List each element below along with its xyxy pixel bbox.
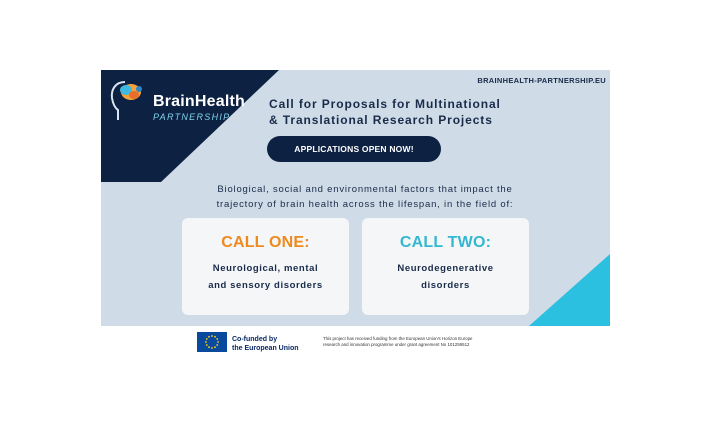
call-two-line-2: disorders [421, 280, 470, 291]
footer [101, 326, 610, 358]
applications-open-button[interactable]: APPLICATIONS OPEN NOW! [267, 136, 441, 162]
call-one-line-1: Neurological, mental [212, 263, 319, 274]
legal-line-2: research and innovation programme under grant agreement No 101259512 [323, 342, 470, 347]
banner [101, 70, 610, 326]
legal-line-1: This project has received funding from the European Union's Horizon Europe [323, 336, 473, 341]
brainhealth-logo[interactable] [109, 76, 249, 126]
call-two-title: CALL TWO: [399, 234, 492, 251]
call-one-line-2: and sensory disorders [208, 280, 323, 291]
call-one-card[interactable] [182, 218, 349, 315]
call-two-card[interactable] [362, 218, 529, 315]
logo-name: BrainHealth [153, 93, 245, 110]
cofunded-text [232, 335, 299, 353]
eu-stars-icon [197, 332, 227, 352]
description-line-2: trajectory of brain health across the lifespan, in the field of: [216, 199, 514, 210]
description [185, 182, 545, 212]
legal-text [323, 336, 543, 348]
brain-head-icon [109, 76, 149, 122]
site-url-link[interactable]: BRAINHEALTH-PARTNERSHIP.EU [477, 76, 606, 85]
call-two-description [362, 260, 529, 294]
eu-flag-icon [197, 332, 227, 352]
call-one-title: CALL ONE: [221, 234, 310, 251]
description-line-1: Biological, social and environmental factors that impact the [217, 184, 513, 195]
cofunded-line-1: Co-funded by [232, 336, 278, 343]
title-line-2: & Translational Research Projects [269, 113, 493, 127]
title-line-1: Call for Proposals for Multinational [269, 97, 501, 111]
cofunded-line-2: the European Union [232, 345, 299, 352]
call-two-line-1: Neurodegenerative [397, 263, 494, 274]
cyan-corner-shape [529, 254, 610, 326]
page-title [269, 96, 569, 128]
logo-subtitle: PARTNERSHIP [153, 112, 231, 122]
call-one-description [182, 260, 349, 294]
